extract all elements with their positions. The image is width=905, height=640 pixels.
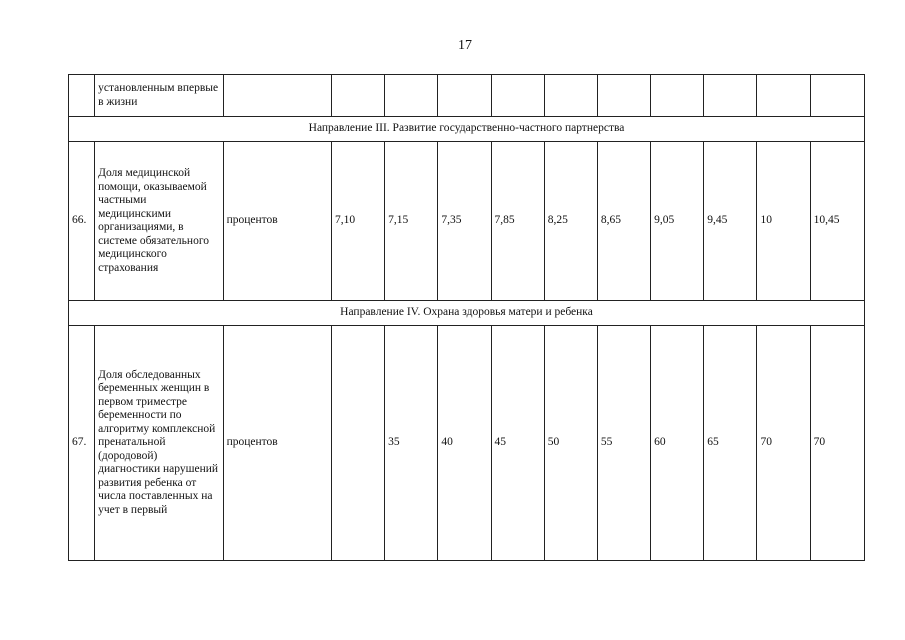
table-row xyxy=(69,75,865,117)
indicators-table xyxy=(68,74,865,561)
value-cell: 35 xyxy=(385,326,438,561)
section-title: Направление III. Развитие государственно-частного партнерства xyxy=(69,117,865,142)
value-cell xyxy=(491,75,544,117)
section-header-row xyxy=(69,301,865,326)
value-cell: 40 xyxy=(438,326,491,561)
value-cell: 7,10 xyxy=(331,142,384,301)
value-cell: 10 xyxy=(757,142,810,301)
value-cell: 7,35 xyxy=(438,142,491,301)
value-cell: 50 xyxy=(544,326,597,561)
section-header-row xyxy=(69,117,865,142)
value-cell xyxy=(544,75,597,117)
indicator-description: Доля медицинской помощи, оказываемой частными медицинскими организациями, в системе обязательного медицинского страхования xyxy=(95,142,223,301)
value-cell: 7,85 xyxy=(491,142,544,301)
value-cell xyxy=(704,75,757,117)
row-number-cell xyxy=(69,75,95,117)
indicator-description: установленным впервые в жизни xyxy=(95,75,223,117)
page-number: 17 xyxy=(458,38,472,53)
value-cell: 70 xyxy=(810,326,864,561)
section-title: Направление IV. Охрана здоровья матери и ребенка xyxy=(69,301,865,326)
unit-cell: процентов xyxy=(223,142,331,301)
value-cell xyxy=(597,75,650,117)
value-cell xyxy=(438,75,491,117)
value-cell: 7,15 xyxy=(385,142,438,301)
value-cell: 8,25 xyxy=(544,142,597,301)
value-cell: 60 xyxy=(651,326,704,561)
value-cell: 45 xyxy=(491,326,544,561)
table-row xyxy=(69,142,865,301)
value-cell: 65 xyxy=(704,326,757,561)
value-cell xyxy=(331,75,384,117)
value-cell xyxy=(757,75,810,117)
row-number: 67. xyxy=(69,326,95,561)
value-cell: 70 xyxy=(757,326,810,561)
value-cell: 9,45 xyxy=(704,142,757,301)
value-cell xyxy=(810,75,864,117)
value-cell: 10,45 xyxy=(810,142,864,301)
value-cell: 8,65 xyxy=(597,142,650,301)
value-cell: 9,05 xyxy=(651,142,704,301)
value-cell xyxy=(385,75,438,117)
row-number: 66. xyxy=(69,142,95,301)
indicator-description: Доля обследованных беременных женщин в первом триместре беременности по алгоритму комплексной пренатальной (дородовой) диагностики нарушений развития ребенка от числа поставленных на учет в первый xyxy=(95,326,223,561)
value-cell xyxy=(651,75,704,117)
value-cell: 55 xyxy=(597,326,650,561)
table-row xyxy=(69,326,865,561)
value-cell xyxy=(331,326,384,561)
unit-cell xyxy=(223,75,331,117)
unit-cell: процентов xyxy=(223,326,331,561)
